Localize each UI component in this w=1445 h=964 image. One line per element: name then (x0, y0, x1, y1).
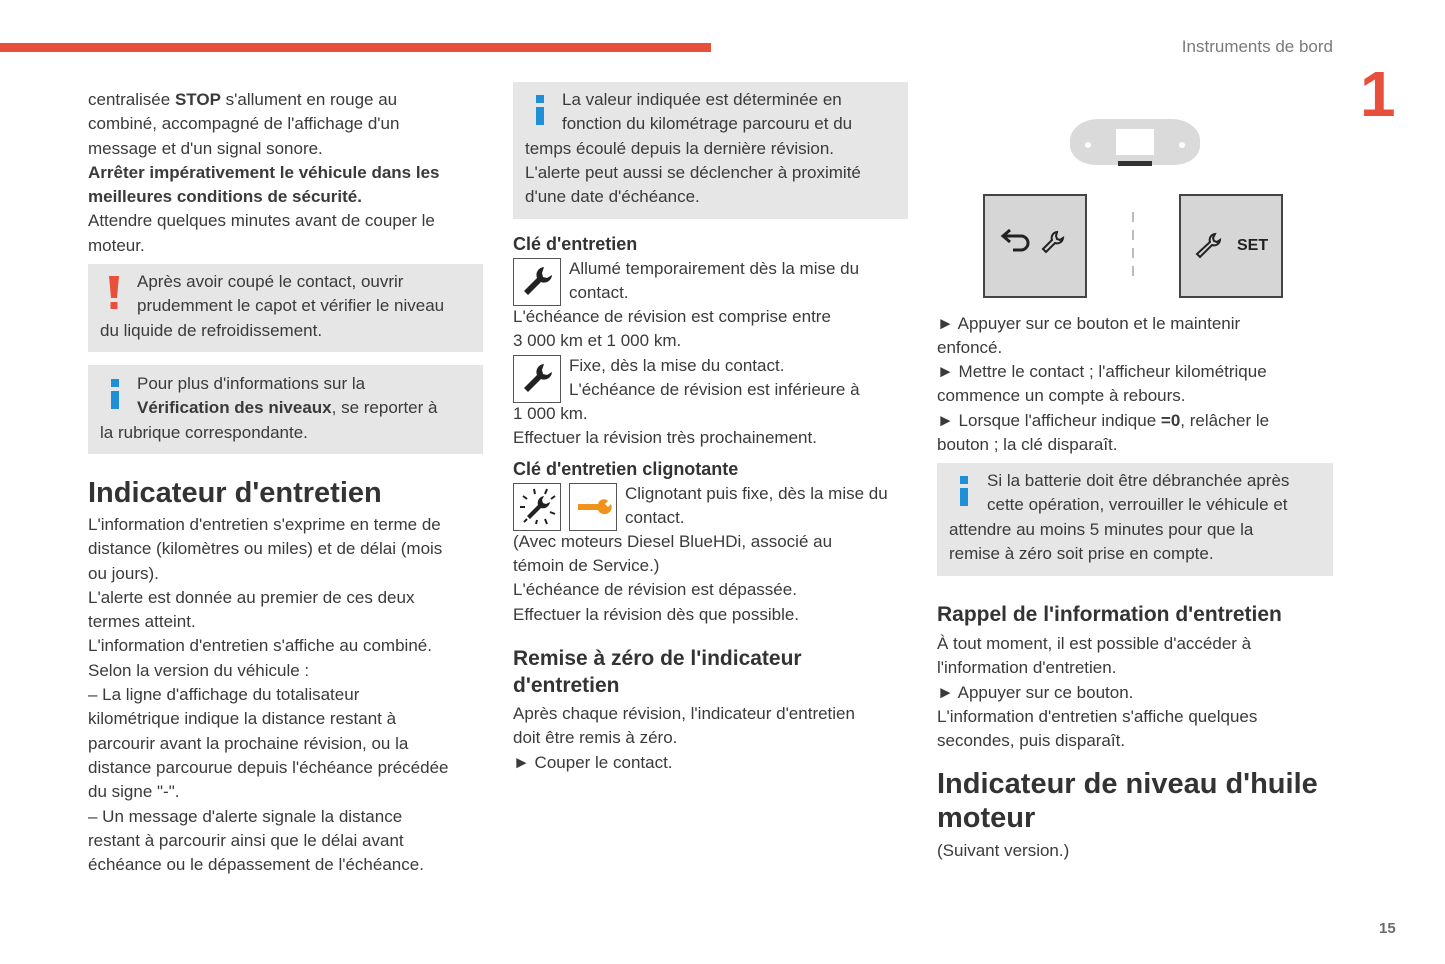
text: À tout moment, il est possible d'accéder à (937, 634, 1252, 653)
link-reference: Vérification des niveaux (137, 398, 332, 417)
col1-intro (88, 88, 483, 258)
service-warning-icon (569, 483, 617, 531)
text: ► Couper le contact. (513, 753, 673, 772)
text: bouton ; la clé disparaît. (937, 435, 1118, 454)
text: Fixe, dès la mise du contact. (569, 356, 785, 375)
text: L'alerte peut aussi se déclencher à proximité (525, 163, 861, 182)
text: commence un compte à rebours. (937, 386, 1186, 405)
alert-box (88, 264, 483, 352)
header-accent-bar (0, 43, 711, 52)
stop-word: STOP (174, 90, 221, 109)
info-box (88, 365, 483, 454)
text: ► Appuyer sur ce bouton. (937, 683, 1134, 702)
blinking-wrench-icon (513, 483, 561, 531)
text: (Suivant version.) (937, 841, 1070, 860)
set-button[interactable] (1179, 194, 1283, 298)
text: fonction du kilométrage parcouru et du (562, 114, 853, 133)
text: s'allument en rouge au (220, 90, 398, 109)
text: La valeur indiquée est déterminée en (562, 90, 842, 109)
text: Effectuer la révision dès que possible. (513, 605, 800, 624)
text: remise à zéro soit prise en compte. (949, 544, 1214, 563)
wrench-icon (513, 258, 561, 306)
text: Si la batterie doit être débranchée après (987, 471, 1290, 490)
back-arrow-wrench-icon (985, 196, 1085, 296)
text: L'échéance de révision est dépassée. (513, 580, 797, 599)
text: Après chaque révision, l'indicateur d'entretien (513, 704, 855, 723)
text: enfoncé. (937, 338, 1003, 357)
text: combiné, accompagné de l'affichage d'un (88, 114, 400, 134)
text: L'échéance de révision est comprise entre (513, 307, 831, 326)
text: , se reporter à (331, 398, 438, 417)
text: (Avec moteurs Diesel BlueHDi, associé au (513, 532, 833, 551)
text: contact. (625, 508, 685, 527)
oil-heading: Indicateur de niveau d'huile (937, 768, 1318, 800)
key-heading: Clé d'entretien (513, 234, 638, 254)
text: témoin de Service.) (513, 556, 660, 575)
wrench-icon (1191, 230, 1225, 262)
text: moteur. (88, 235, 145, 255)
text: Après avoir coupé le contact, ouvrir (137, 272, 404, 291)
text: Effectuer la révision très prochainement. (513, 428, 817, 447)
text: , relâcher le (1180, 411, 1270, 430)
text: attendre au moins 5 minutes pour que la (949, 520, 1254, 539)
text: 3 000 km et 1 000 km. (513, 331, 682, 350)
exclamation-icon (108, 276, 120, 310)
oil-heading: moteur (937, 802, 1036, 834)
text: ► Mettre le contact ; l'afficheur kilométrique (937, 362, 1267, 381)
info-box-3 (937, 463, 1333, 576)
text: =0 (1160, 411, 1181, 430)
page-number: 15 (1379, 920, 1396, 937)
section-title: Instruments de bord (1181, 37, 1333, 56)
wrench-icon (513, 355, 561, 403)
warning-text: meilleures conditions de sécurité. (88, 187, 362, 207)
reset-heading: Remise à zéro de l'indicateur (513, 647, 802, 670)
warning-text: Arrêter impérativement le véhicule dans les (88, 162, 440, 182)
back-wrench-button[interactable] (983, 194, 1087, 298)
text: contact. (569, 283, 629, 302)
text: d'une date d'échéance. (525, 187, 700, 206)
text: doit être remis à zéro. (513, 728, 678, 747)
text: ► Lorsque l'afficheur indique (937, 411, 1161, 430)
body-text: L'information d'entretien s'exprime en terme de distance (kilomètres ou miles) et de délai (mois ou jours). L'alerte est donnée au premier de ces deux termes atteint. L'information d'entretien s'affiche au combiné. Selon la version du véhicule : – La ligne d'affichage du totalisateur kilométrique indique la distance restant à parcourir avant la prochaine révision, ou la distance parcourue depuis l'échéance précédée du signe "-". – Un message d'alerte signale la distance restant à parcourir ainsi que le délai avant échéance ou le dépassement de l'échéance. (88, 515, 449, 875)
separator-dashes (1131, 212, 1135, 280)
text: 1 000 km. (513, 404, 588, 423)
text: Pour plus d'informations sur la (137, 374, 366, 393)
text: centralisée (88, 90, 175, 109)
text: secondes, puis disparaît. (937, 731, 1126, 750)
text: temps écoulé depuis la dernière révision. (525, 139, 835, 158)
text: prudemment le capot et vérifier le niveau (137, 296, 445, 315)
blinking-key-heading: Clé d'entretien clignotante (513, 459, 739, 479)
reset-heading: d'entretien (513, 674, 620, 697)
text: Allumé temporairement dès la mise du (569, 259, 860, 278)
text: L'échéance de révision est inférieure à (569, 380, 860, 399)
text: message et d'un signal sonore. (88, 138, 323, 158)
heading: Indicateur d'entretien (88, 477, 382, 509)
text: Clignotant puis fixe, dès la mise du (625, 484, 888, 503)
text: ► Appuyer sur ce bouton et le maintenir (937, 314, 1241, 333)
set-label: SET (1237, 237, 1269, 254)
text: du liquide de refroidissement. (100, 321, 323, 340)
text: l'information d'entretien. (937, 658, 1117, 677)
recall-heading: Rappel de l'information d'entretien (937, 603, 1282, 626)
section-indicateur (88, 476, 488, 877)
info-box-2 (513, 82, 908, 219)
text: la rubrique correspondante. (100, 423, 308, 442)
text: Attendre quelques minutes avant de couper le (88, 211, 435, 231)
chapter-number: 1 (1360, 58, 1396, 130)
text: cette opération, verrouiller le véhicule et (987, 495, 1288, 514)
instrument-cluster-icon (1068, 114, 1202, 170)
text: L'information d'entretien s'affiche quelques (937, 707, 1258, 726)
